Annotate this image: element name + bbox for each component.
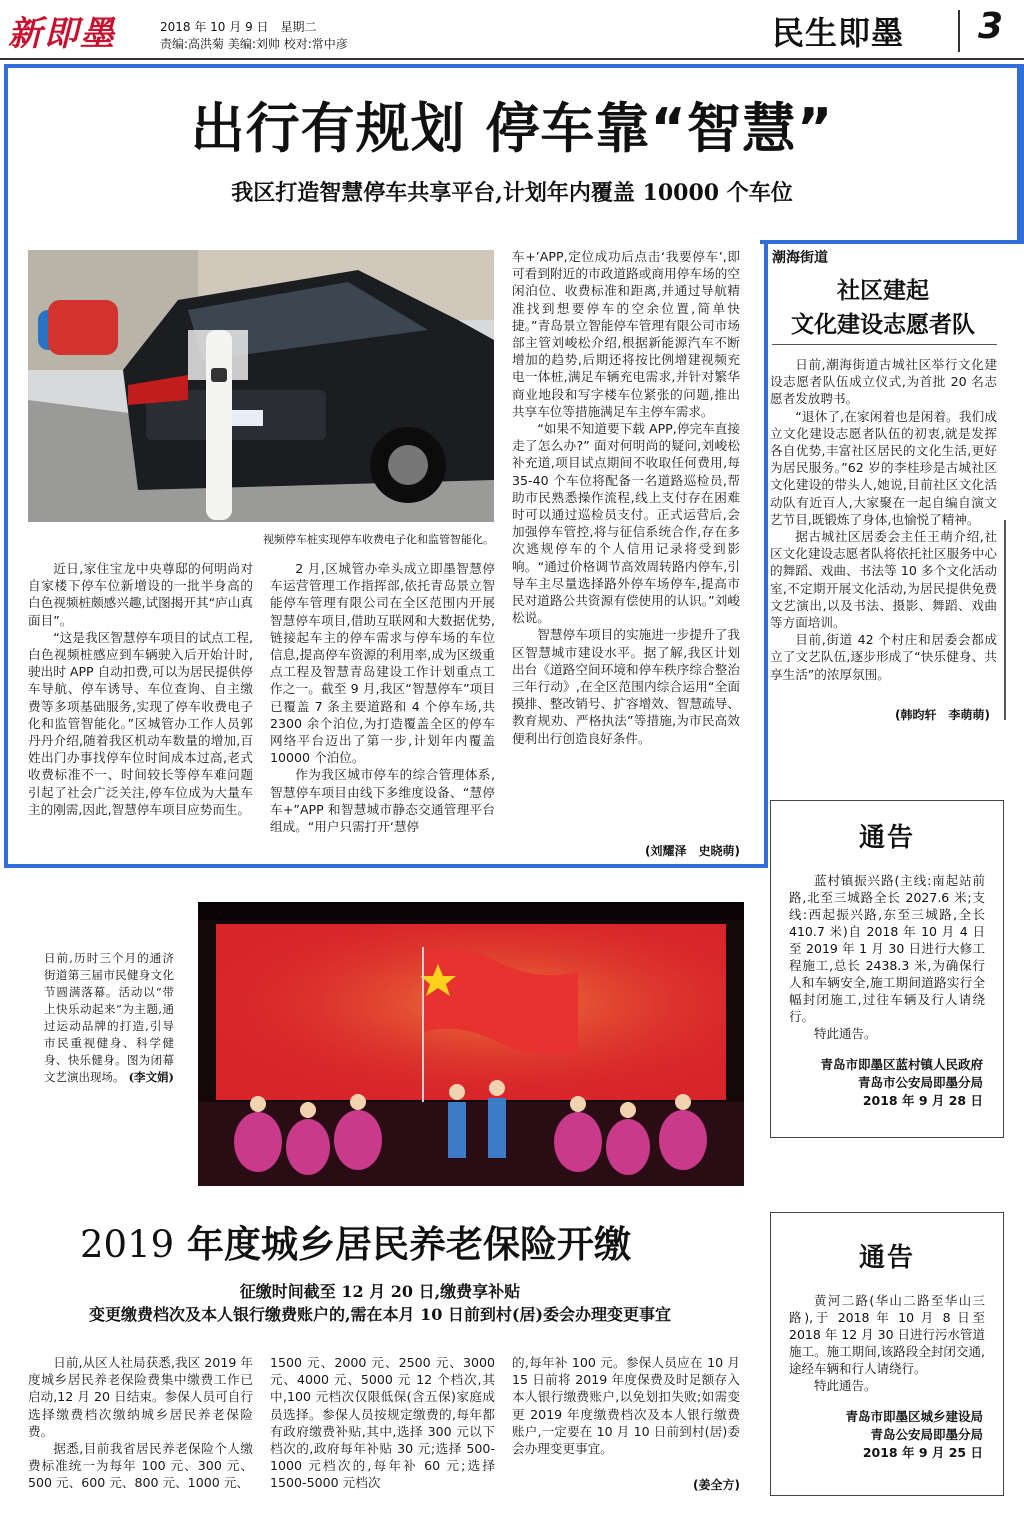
page-number: 3 xyxy=(978,6,1004,47)
pension-headline xyxy=(80,1214,631,1268)
paragraph: 车+’APP,定位成功后点击‘我要停车’,即可看到附近的市政道路或商用停车场的空闲泊位、收费标准和距离,并通过导航精准找到想要停车的空余位置,简单快捷。”青岛景立智能停车管理有限公司市场部主管刘峻松介绍,根据新能源汽车不断增加的趋势,后期还将按比例增建视频充电一体桩,满足车辆充电需求,并针对繁华商业地段和写字楼车位紧张的问题,推出共享车位等措施满足车主停车需求。 xyxy=(512,249,740,419)
volunteer-title-rule xyxy=(772,344,997,345)
highlight-frame-step xyxy=(760,240,1021,244)
section-name: 民生即墨 xyxy=(772,14,905,52)
paragraph: 蓝村镇振兴路(主线:南起站前路,北至三城路全长 2027.6 米;支线:西起振兴路,东至三城路,全长 410.7 米)自 2018 年 10 月 4 日至 2019 年 1 月 30 日进行大修工程施工,总长 2438.3 米,为确保行人和车辆安全,施工期间道路实行全幅封闭施工,过往车辆及行人请绕行。 xyxy=(789,873,985,1024)
pension-column-3 xyxy=(512,1354,740,1457)
paragraph: 特此通告。 xyxy=(814,1378,877,1393)
pension-subheadline-2: 变更缴费档次及本人银行缴费账户的,需在本月 10 日前到村(居)委会办理变更事宜 xyxy=(88,1305,672,1324)
headline-text: 年度城乡居民养老保险开缴 xyxy=(174,1223,632,1266)
signer-line: 青岛市即墨区蓝村镇人民政府 xyxy=(820,1057,983,1072)
editor-credits: 责编:高洪菊 美编:刘帅 校对:常中彦 xyxy=(160,37,348,51)
paragraph: 智慧停车项目的实施进一步提升了我区智慧城市建设水平。据了解,我区计划出台《道路空间环境和停车秩序综合整治三年行动》,在全区范围内综合运用“全面摸排、整改销号、扩容增效、智慧疏导、教育规劝、严格执法”等措施,为市民高效便利出行创造良好条件。 xyxy=(512,627,740,746)
parking-column-1 xyxy=(28,560,253,818)
pension-subheadline-1: 征缴时间截至 12 月 20 日,缴费享补贴 xyxy=(239,1282,521,1301)
newspaper-logo: 新即墨 xyxy=(8,14,116,54)
notice-title: 通告 xyxy=(858,823,915,853)
parking-photo xyxy=(28,250,494,522)
notice-signatures xyxy=(771,1056,1003,1110)
signer-line: 青岛市即墨区城乡建设局 xyxy=(845,1409,983,1424)
volunteer-body xyxy=(770,356,997,683)
parking-byline: (刘耀泽 史晓萌) xyxy=(645,844,740,858)
paragraph: 日前,潮海街道古城社区举行文化建设志愿者队伍成立仪式,为首批 20 名志愿者发放聘书。 xyxy=(770,357,997,407)
pension-byline: (姜全方) xyxy=(693,1478,740,1492)
paragraph: 目前,街道 42 个村庄和居委会都成立了文艺队伍,逐步形成了“快乐健身、共享生活”的浓厚氛围。 xyxy=(770,632,997,682)
notice-box-2 xyxy=(770,1212,1004,1496)
notice-title: 通告 xyxy=(858,1243,915,1273)
pension-column-1 xyxy=(28,1354,253,1492)
paragraph: 作为我区城市停车的综合管理体系,智慧停车项目由线下多维度设备、“慧停车+”APP 和智慧城市静态交通管理平台组成。“用户只需打开‘慧停 xyxy=(270,767,495,835)
paragraph: 1500 元、2000 元、2500 元、3000 元、4000 元、5000 元 12 个档次,其中,100 元档次仅限低保(含五保)家庭成员选择。参保人员按规定缴费的,每年都有政府缴费补贴,其中,选择 300 元以下档次的,政府每年补贴 30 元;选择 500-1000 元档次的,每年补 60 元;选择 1500-5000 元档次 xyxy=(270,1355,495,1491)
parking-photo-caption: 视频停车桩实现停车收费电子化和监管智能化。 xyxy=(263,533,494,546)
paragraph: “这是我区智慧停车项目的试点工程,白色视频桩感应到车辆驶入后开始计时,驶出时 APP 自动扣费,可以为居民提供停车导航、停车诱导、车位查询、自主缴费等多项基础服务,实现了停车收费电子化和监管智能化。”区城管办工作人员郭丹丹介绍,随着我区机动车数量的增加,百姓出门办事找停车位时间成本过高,老式收费标准不一、时间较长等停车难问题引起了社会广泛关注,停车位成为大量车主的刚需,因此,智慧停车项目应势而生。 xyxy=(28,629,253,817)
signer-line: 青岛市公安局即墨分局 xyxy=(857,1075,983,1090)
signer-line: 2018 年 9 月 28 日 xyxy=(862,1093,983,1108)
signer-line: 青岛公安局即墨分局 xyxy=(870,1427,983,1442)
paragraph: “退休了,在家闲着也是闲着。我们成立文化建设志愿者队伍的初衷,就是发挥各自优势,丰富社区居民的文化生活,更好为居民服务。”62 岁的李桂珍是古城社区文化建设的带头人,她说,目前社区文化活动队有近百人,大家聚在一起自编自演文艺节目,既锻炼了身体,也愉悦了精神。 xyxy=(770,408,997,527)
volunteer-title-line2: 文化建设志愿者队 xyxy=(791,312,975,338)
issue-date: 2018 年 10 月 9 日 星期二 xyxy=(160,20,317,34)
paragraph: 近日,家住宝龙中央尊邸的何明尚对自家楼下停车位新增设的一批半身高的白色视频桩颇感兴趣,试图揭开其“庐山真面目”。 xyxy=(28,561,253,628)
paragraph: 2 月,区城管办牵头成立即墨智慧停车运营管理工作指挥部,依托青岛景立智能停车管理有限公司在全区范围内开展智慧停车项目,借助互联网和大数据优势,链接起车主的停车需求与停车场的车位信息,提高停车资源的利用率,成为区级重点工程及智慧青岛建设工作计划重点工作之一。截至 9 月,我区“智慧停车”项目已覆盖 7 条主要道路和 4 个停车场,共 2300 余个泊位,为打造覆盖全区的停车网络平台迈出了第一步,计划年内覆盖 10000 个泊位。 xyxy=(270,561,495,766)
paragraph: 特此通告。 xyxy=(814,1026,877,1041)
festival-caption xyxy=(44,950,174,1086)
stage-performance-illustration xyxy=(198,902,744,1186)
right-column-divider xyxy=(1004,520,1006,720)
paragraph: 据悉,目前我省居民养老保险个人缴费标准统一为每年 100 元、300 元、500 元、600 元、800 元、1000 元、 xyxy=(28,1441,253,1491)
headline-year: 2019 xyxy=(80,1223,175,1266)
parked-car-illustration xyxy=(28,250,494,522)
notice-body xyxy=(771,1292,1003,1394)
paragraph: 黄河二路(华山二路至华山三路),于 2018 年 10 月 8 日至 2018 年 12 月 30 日进行污水管道施工。施工期间,该路段全封闭交通,途经车辆和行人请绕行。 xyxy=(789,1293,985,1376)
volunteer-title-line1: 社区建起 xyxy=(837,278,929,304)
parking-column-3 xyxy=(512,248,740,747)
paragraph: 据古城社区居委会主任王萌介绍,社区文化建设志愿者队将依托社区服务中心的舞蹈、戏曲、书法等 10 多个文化活动室,不定期开展文化活动,为居民提供免费文艺演出,以及书法、摄影、舞蹈、戏曲等方面培训。 xyxy=(770,529,997,631)
notice-signatures xyxy=(771,1408,1003,1462)
festival-photo xyxy=(198,902,744,1186)
pension-column-2 xyxy=(270,1354,495,1492)
paragraph: “如果不知道要下载 APP,停完车直接走了怎么办?” 面对何明尚的疑问,刘峻松补充道,项目试点期间不收取任何费用,每 35-40 个车位将配备一名道路巡检员,帮助市民熟悉操作流程,线上支付存在困难时可以通过巡检员支付。正式运营后,会加强停车管控,将与征信系统合作,存在多次逃规停车的个人信用记录将受到影响。“通过价格调节高效周转路内停车,引导车主尽量选择路外停车场停车,提高市民对道路公共资源有偿使用的认识。”刘峻松说。 xyxy=(512,421,740,626)
notice-body xyxy=(771,872,1003,1042)
volunteer-kicker: 潮海街道 xyxy=(772,250,828,266)
masthead xyxy=(0,0,1024,60)
parking-subheadline: 我区打造智慧停车共享平台,计划年内覆盖 10000 个车位 xyxy=(231,180,793,206)
caption-text: 日前,历时三个月的通济街道第三届市民健身文化节圆满落幕。活动以“带上快乐动起来”为主题,通过运动品牌的打造,引导市民重视健身、科学健身、快乐健身。图为闭幕文艺演出现场。 xyxy=(44,951,174,1084)
parking-headline: 出行有规划 停车靠“智慧” xyxy=(190,97,834,160)
caption-byline: (李文娟) xyxy=(128,1070,174,1084)
paragraph: 的,每年补 100 元。参保人员应在 10 月 15 日前将 2019 年度保费及时足额存入本人银行缴费账户,以免划扣失败;如需变更 2019 年度缴费档次及本人银行缴费账户,一定要在 10 月 10 日前到村(居)委会办理变更事宜。 xyxy=(512,1355,740,1457)
signer-line: 2018 年 9 月 25 日 xyxy=(862,1445,983,1460)
masthead-rule xyxy=(0,58,1024,60)
section-divider xyxy=(958,10,960,52)
parking-column-2 xyxy=(270,560,495,835)
notice-box-1 xyxy=(770,800,1004,1138)
paragraph: 日前,从区人社局获悉,我区 2019 年度城乡居民养老保险费集中缴费工作已启动,12 月 20 日结束。参保人员可自行选择缴费档次缴纳城乡居民养老保险费。 xyxy=(28,1355,253,1439)
volunteer-byline: (韩昀轩 李萌萌) xyxy=(895,708,990,722)
